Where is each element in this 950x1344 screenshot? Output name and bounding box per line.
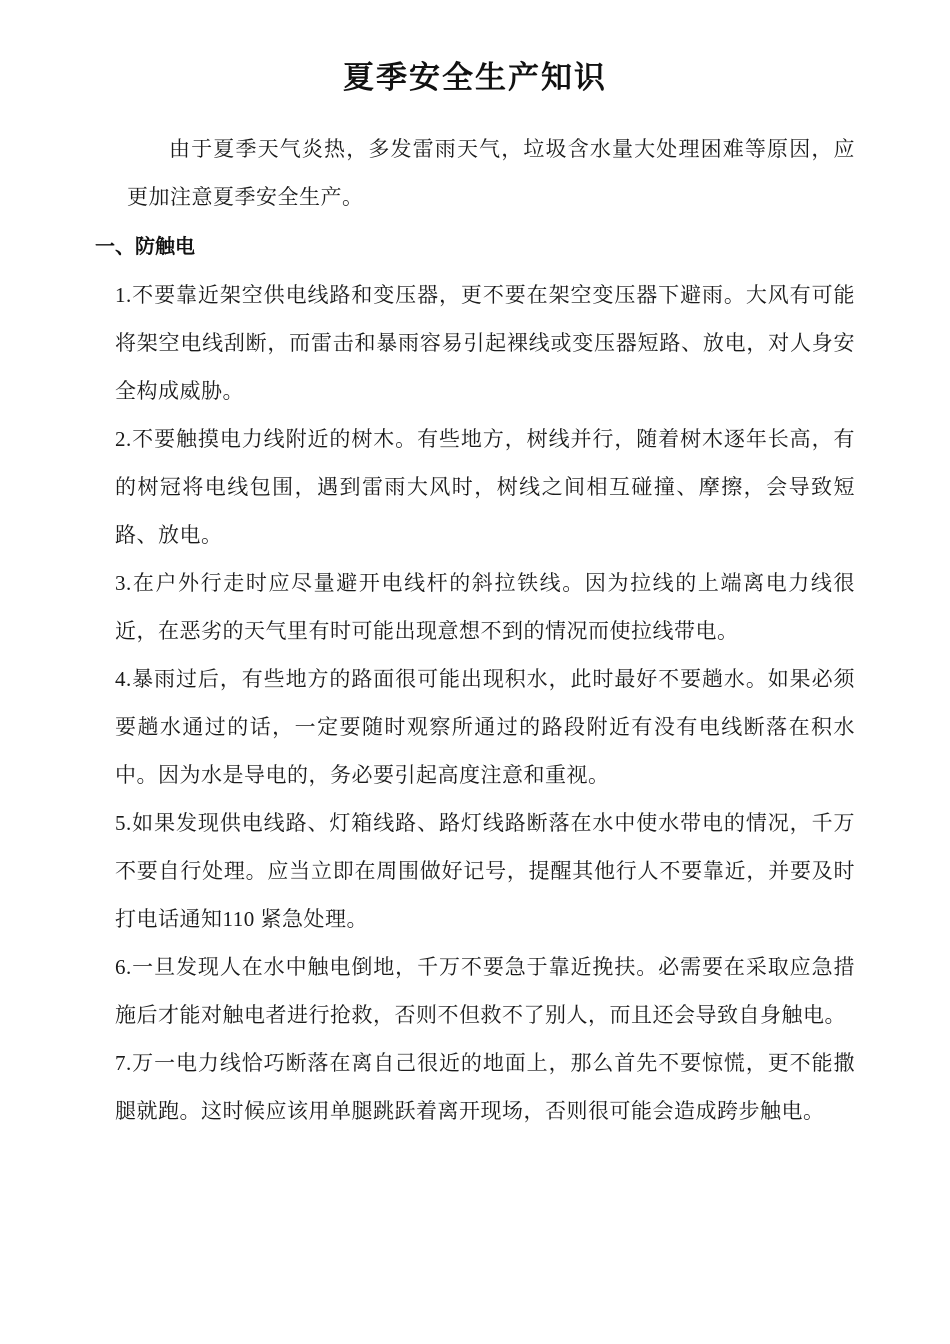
section-heading-prevent-electric-shock: 一、防触电	[95, 236, 195, 258]
list-item: 6.一旦发现人在水中触电倒地，千万不要急于靠近挽扶。必需要在采取应急措施后才能对触电者进行抢救，否则不但救不了别人，而且还会导致自身触电。	[115, 955, 855, 1027]
list-item: 3.在户外行走时应尽量避开电线杆的斜拉铁线。因为拉线的上端离电力线很近，在恶劣的天气里有时可能出现意想不到的情况而使拉线带电。	[115, 571, 855, 643]
list-item: 7.万一电力线恰巧断落在离自己很近的地面上，那么首先不要惊慌，更不能撒腿就跑。这时候应该用单腿跳跃着离开现场，否则很可能会造成跨步触电。	[115, 1051, 855, 1123]
intro-paragraph: 由于夏季天气炎热，多发雷雨天气，垃圾含水量大处理困难等原因，应更加注意夏季安全生产。	[127, 137, 855, 209]
list-item: 2.不要触摸电力线附近的树木。有些地方，树线并行，随着树木逐年长高，有的树冠将电线包围，遇到雷雨大风时，树线之间相互碰撞、摩擦，会导致短路、放电。	[115, 427, 855, 547]
list-item: 1.不要靠近架空供电线路和变压器，更不要在架空变压器下避雨。大风有可能将架空电线刮断，而雷击和暴雨容易引起裸线或变压器短路、放电，对人身安全构成威胁。	[115, 283, 855, 403]
list-item: 4.暴雨过后，有些地方的路面很可能出现积水，此时最好不要趟水。如果必须要趟水通过的话，一定要随时观察所通过的路段附近有没有电线断落在积水中。因为水是导电的，务必要引起高度注意和重视。	[115, 667, 855, 787]
list-item: 5.如果发现供电线路、灯箱线路、路灯线路断落在水中使水带电的情况，千万不要自行处理。应当立即在周围做好记号，提醒其他行人不要靠近，并要及时打电话通知110 紧急处理。	[115, 811, 855, 931]
document-title: 夏季安全生产知识	[343, 60, 607, 95]
